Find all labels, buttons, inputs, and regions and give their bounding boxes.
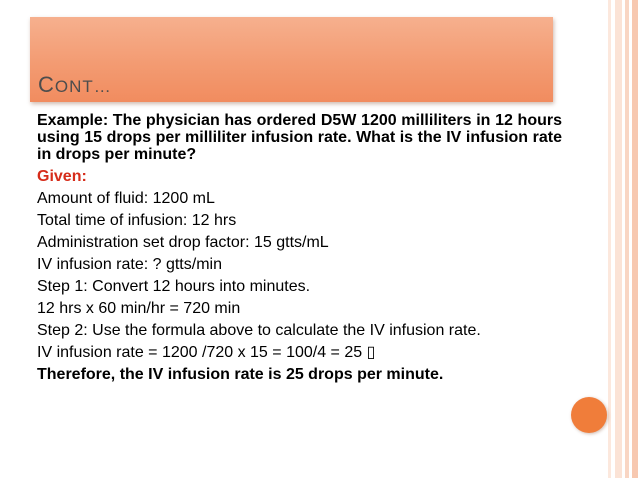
stripe bbox=[625, 0, 629, 478]
body-line-infusion-rate: IV infusion rate: ? gtts/min bbox=[37, 256, 222, 273]
body-line-drop-factor: Administration set drop factor: 15 gtts/mL bbox=[37, 234, 329, 251]
example-question: Example: The physician has ordered D5W 1200 milliliters in 12 hours using 15 drops per milliliter infusion rate. What is the IV infusion rate in drops per minute? bbox=[37, 112, 562, 163]
body-line-step2: Step 2: Use the formula above to calculate the IV infusion rate. bbox=[37, 322, 481, 339]
body-line-step1: Step 1: Convert 12 hours into minutes. bbox=[37, 278, 311, 295]
title-initial: C bbox=[38, 72, 55, 97]
conclusion: Therefore, the IV infusion rate is 25 drops per minute. bbox=[37, 366, 444, 383]
slide-body bbox=[37, 112, 562, 386]
accent-circle bbox=[571, 397, 607, 433]
body-line-step2-calc: IV infusion rate = 1200 /720 x 15 = 100/4 = 25 ▯ bbox=[37, 344, 376, 361]
stripe bbox=[632, 0, 638, 478]
stripe bbox=[608, 0, 611, 478]
body-line-step1-calc: 12 hrs x 60 min/hr = 720 min bbox=[37, 300, 241, 317]
slide-title bbox=[38, 72, 112, 98]
body-line-fluid: Amount of fluid: 1200 mL bbox=[37, 190, 215, 207]
given-label: Given: bbox=[37, 168, 87, 185]
title-rest: ONT… bbox=[54, 77, 112, 96]
stripe bbox=[615, 0, 622, 478]
body-line-time: Total time of infusion: 12 hrs bbox=[37, 212, 237, 229]
